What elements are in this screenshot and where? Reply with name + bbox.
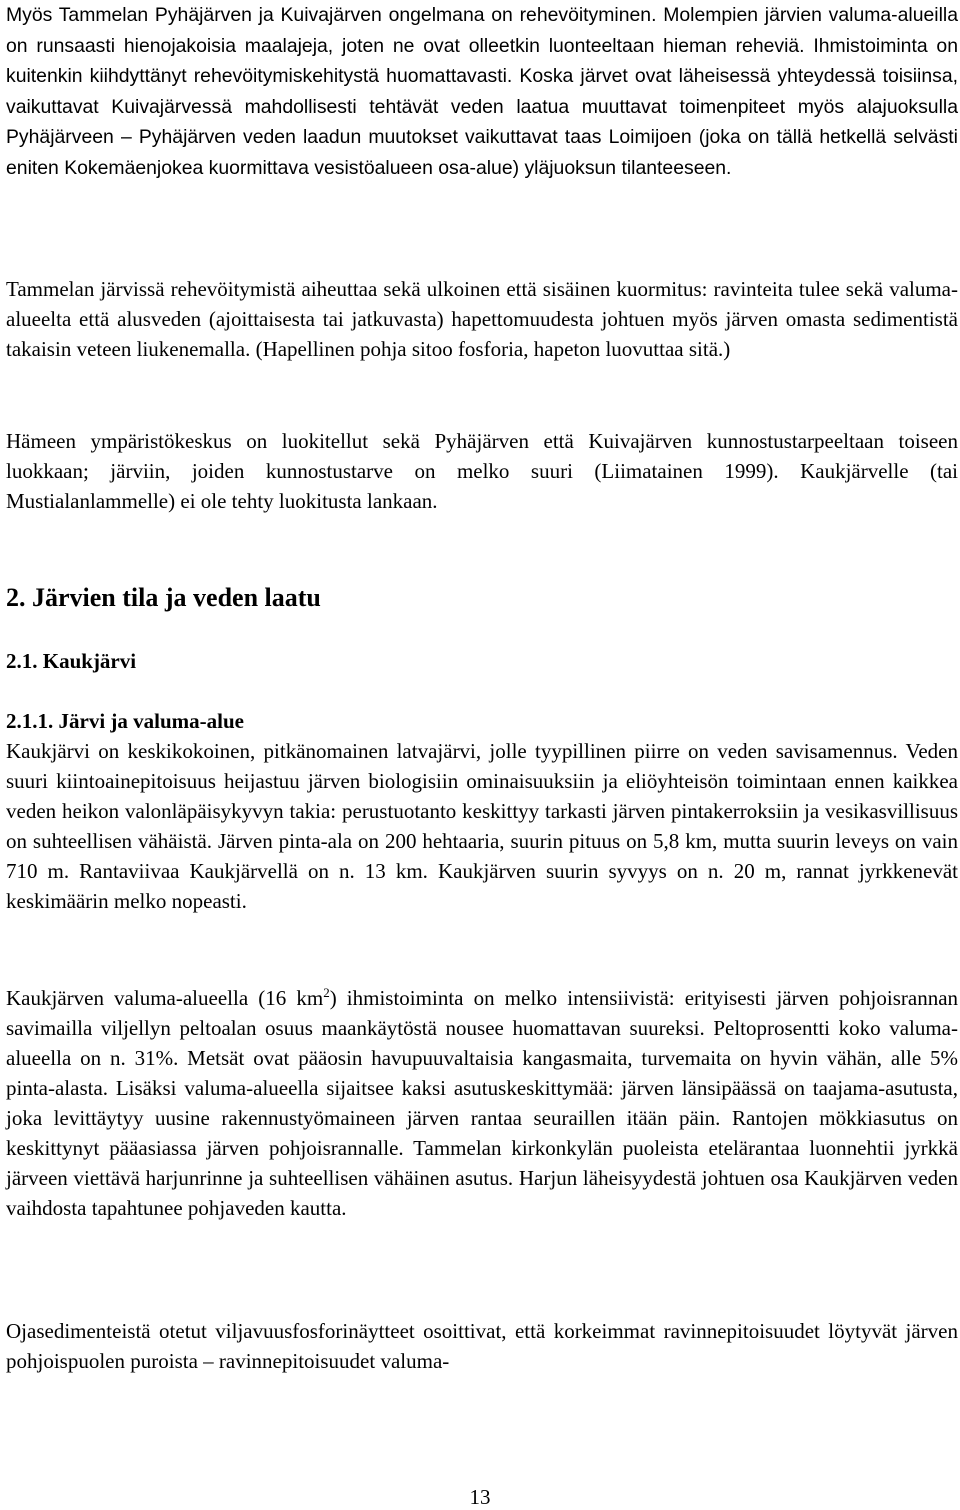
catchment-text-rest: ) ihmistoiminta on melko intensiivistä: erityisesti järven pohjoisrannan savimailla viljellyn peltoalan osuus maankäytöstä nousee huomattavan suureksi. Peltoprosentti koko valuma-alueella on n. 31%. Metsät ovat pääosin havupuuvaltaisia kangasmaita, turvemaita on hyvin vähän, alle 5% pinta-alasta. Lisäksi valuma-alueella sijaitsee kaksi asutuskeskittymää: järven länsipäässä on taajama-asutusta, joka levittäytyy uusine rakennustyömaineen järven rantaa seuraillen itään päin. Rantojen mökkiasutus on keskittynyt pääasiassa järven pohjoisrannalle. Tammelan kirkonkylän puoleista etelärantaa luonnehtii jyrkkä järveen viettävä harjunrinne ja suhteellisen vähäinen asutus. Harjun läheisyydestä johtuen osa Kaukjärven veden vaihdosta tapahtunee pohjaveden kautta.: [6, 986, 959, 1220]
section-heading-2-1: 2.1. Kaukjärvi: [6, 649, 137, 673]
paragraph-intro-part1: Myös Tammelan Pyhäjärven ja Kuivajärven ongelmana on rehevöityminen. Molempien järvien valuma-alueilla on runsaasti hienojakoisia maalajeja, joten ne ovat olleetkin luonteeltaan hieman reheviä. Ihmistoiminta on kuitenkin kiihdyttänyt rehevöitymiskehitystä huomattavasti.: [6, 4, 958, 87]
paragraph-intro-part2: Koska järvet ovat läheisessä yhteydessä toisiinsa, vaikuttavat Kuivajärvessä mahdollisesti tehtävät veden laatua muuttavat toimenpiteet myös alajuoksulla Pyhäjärveen – Pyhäjärven veden laadun muutokset vaikuttavat taas Loimijoen (joka on tällä hetkellä selvästi eniten Kokemäenjokea kuormittava vesistöalueen osa-alue) yläjuoksun tilanteeseen.: [6, 65, 959, 179]
section-heading-2-1-1: 2.1.1. Järvi ja valuma-alue: [6, 709, 244, 733]
page-number: 13: [469, 1485, 491, 1509]
paragraph-intro: [6, 0, 958, 183]
paragraph-classification: Hämeen ympäristökeskus on luokitellut sekä Pyhäjärven että Kuivajärven kunnostustarpeeltaan toiseen luokkaan; järviin, joiden kunnostustarve on melko suuri (Liimatainen 1999). Kaukjärvelle (tai Mustialanlammelle) ei ole tehty luokitusta lankaan.: [6, 429, 958, 513]
paragraph-eutrophication-causes: Tammelan järvissä rehevöitymistä aiheuttaa sekä ulkoinen että sisäinen kuormitus: ravinteita tulee sekä valuma-alueelta että alusveden (ajoittaisesta tai jatkuvasta) hapettomuudesta johtuen myös järven omasta sedimentistä takaisin veteen liukenemalla. (Hapellinen pohja sitoo fosforia, hapeton luovuttaa sitä.): [6, 277, 958, 361]
paragraph-sediment-samples: Ojasedimenteistä otetut viljavuusfosforinäytteet osoittivat, että korkeimmat ravinnepitoisuudet löytyvät järven pohjoispuolen puroista – ravinnepitoisuudet valuma-: [6, 1319, 958, 1373]
superscript-exponent: 2: [323, 985, 330, 1000]
section-heading-2: 2. Järvien tila ja veden laatu: [6, 583, 321, 612]
paragraph-catchment-area: [6, 983, 958, 1223]
paragraph-kaukjarvi-description: Kaukjärvi on keskikokoinen, pitkänomainen latvajärvi, jolle tyypillinen piirre on veden savisamennus. Veden suuri kiintoainepitoisuus heijastuu järven biologisiin ominaisuuksiin ja eliöyhteisön toimintaan ennen kaikkea veden heikon valonläpäisykyvyn takia: perustuotanto keskittyy tarkasti järven pintakerroksiin ja vesikasvillisuus on suhteellisen vähäistä. Järven pinta-ala on 200 hehtaaria, suurin pituus on 5,8 km, mutta suurin leveys on vain 710 m. Rantaviivaa Kaukjärvellä on n. 13 km. Kaukjärven suurin syvyys on n. 20 m, rannat jyrkkenevät keskimäärin melko nopeasti.: [6, 739, 958, 913]
catchment-text-start: Kaukjärven valuma-alueella (16 km: [6, 986, 324, 1010]
